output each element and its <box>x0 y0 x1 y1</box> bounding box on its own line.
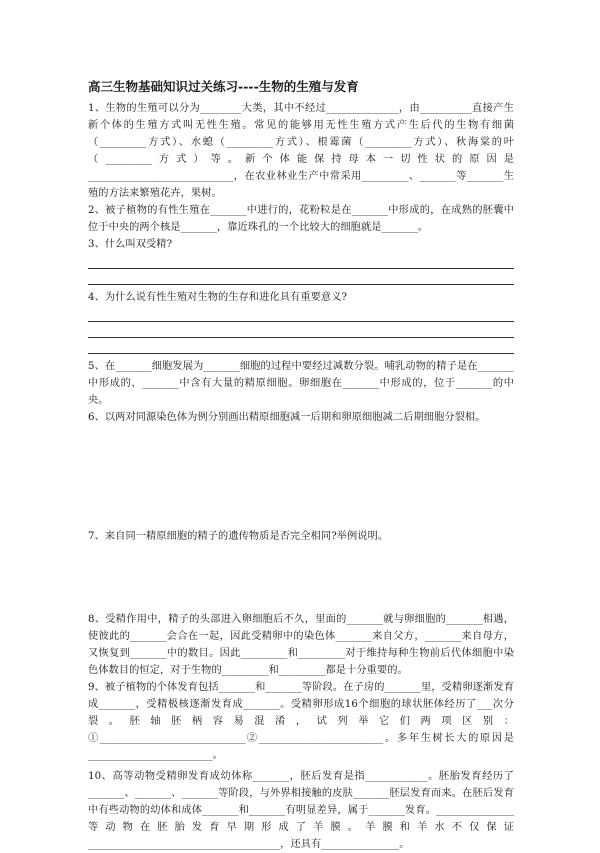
question-2-text: 2、被子植物的有性生殖在_______中进行的，花粉粒是在_______中形成的，在成熟的胚囊中位于中央的两个核是_______，靠近珠孔的一个比较大的细胞就是_______。 <box>88 205 514 233</box>
question-3-text: 3、什么叫双受精? <box>88 239 173 250</box>
answer-space <box>88 545 514 611</box>
question-6-text: 6、以两对同源染色体为例分别画出精原细胞减一后期和卵原细胞减二后期细胞分裂相。 <box>88 412 486 423</box>
question-6 <box>88 409 514 528</box>
question-1-text: 1、生物的生殖可以分为________大类，其中不经过______________，由__________直接产生新个体的生殖方式叫无性生殖。常见的能够用无性生殖方式产生后代的生物有细菌（_________方式）、水螅（_________方式）、根霉菌（_________方式）、秋海棠的叶（_________方式）等。新个体能保持母本一切性状的原因是____________________________，在农业林业生产中常采用_________、_______等_______生殖的方法来繁殖花卉，果树。 <box>88 103 514 199</box>
question-10 <box>88 768 514 853</box>
drawing-area <box>88 426 514 528</box>
question-7-text: 7、来自同一精原细胞的精子的遗传物质是否完全相同?举例说明。 <box>88 531 389 542</box>
worksheet-page <box>88 78 514 853</box>
question-2 <box>88 202 514 236</box>
question-9 <box>88 679 514 764</box>
question-9-text: 9、被子植物的个体发育包括_______和_______等阶段。在子房的_______里，受精卵逐渐发育成_______，受精极核逐渐发育成_______。受精卵形成16个细胞的球状胚体经历了___次分裂。胚轴胚柄容易混淆，试列举它们两项区别：①____________________________②________________________。多年生树长大的原因是________________________。 <box>88 682 514 761</box>
answer-line <box>88 322 514 338</box>
answer-line <box>88 253 514 269</box>
page-title: 高三生物基础知识过关练习----生物的生殖与发育 <box>88 79 359 94</box>
answer-line <box>88 269 514 285</box>
question-1 <box>88 100 514 202</box>
answer-line <box>88 338 514 354</box>
question-4-text: 4、为什么说有性生殖对生物的生存和进化具有重要意义? <box>88 292 348 303</box>
answer-line <box>88 306 514 322</box>
question-8-text: 8、受精作用中，精子的头部进入卵细胞后不久，里面的_______就与卵细胞的_______相遇，使彼此的_______会合在一起，因此受精卵中的染色体_______来自父方，_______来自母方，又恢复到_______中的数目。因此_________和_________对于维持每种生物前后代体细胞中染色体数目的恒定，对于生物的_________和_________都是十分重要的。 <box>88 614 514 676</box>
question-10-text: 10、高等动物受精卵发育成幼体称_______，胚后发育是指____________。胚胎发育经历了_______、_______、_______等阶段，与外界相接触的皮肤_______胚层发育而来。在胚后发育中有些动物的幼体和成体_______和_______有明显差异，属于_______发育。_______________等动物在胚胎发育早期形成了羊膜。羊膜和羊水不仅保证_____________________________________，还具有_______________。 <box>88 771 514 850</box>
question-5 <box>88 358 514 409</box>
question-5-text: 5、在_______细胞发展为_______细胞的过程中要经过减数分裂。哺乳动物的精子是在_______中形成的，_______中含有大量的精原细胞。卵细胞在_______中形成的，位于_______的中央。 <box>88 361 514 406</box>
question-3 <box>88 236 514 285</box>
question-7 <box>88 528 514 611</box>
question-8 <box>88 611 514 679</box>
question-4 <box>88 289 514 354</box>
